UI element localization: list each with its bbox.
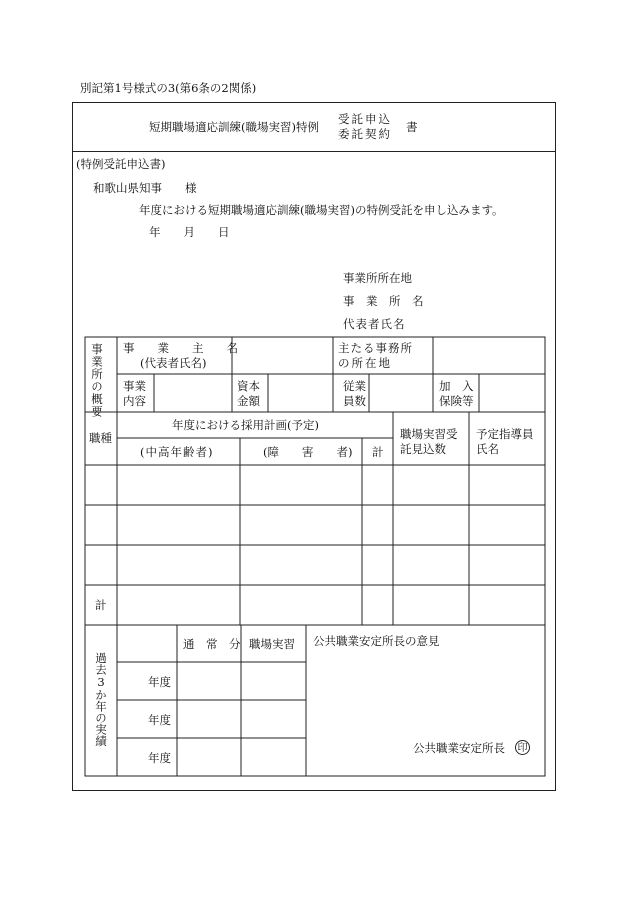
accept-count-column-bottom: 託見込数 (400, 442, 446, 456)
main-office-sublabel: の所在地 (338, 356, 392, 370)
date-line: 年 月 日 (149, 225, 230, 239)
plan-total-column: 計 (372, 445, 384, 459)
seal-mark: 印 (515, 740, 530, 755)
business-label-top: 事業 (123, 379, 146, 393)
employees-label-top: 従業 (343, 379, 366, 393)
employees-label-bottom: 員数 (343, 394, 366, 408)
history-year-2: 年度 (148, 713, 171, 727)
disabled-column: (障 害 者) (263, 445, 353, 459)
address-label: 事業所所在地 (343, 271, 412, 285)
insurance-label-bottom: 保険等 (439, 394, 474, 408)
history-year-1: 年度 (148, 675, 171, 689)
owner-name-label: 事 業 主 名 (123, 341, 238, 355)
addressee: 和歌山県知事 様 (93, 181, 197, 195)
capital-label-bottom: 金額 (237, 394, 260, 408)
practice-column: 職場実習 (249, 637, 295, 651)
normal-column: 通 常 分 (183, 637, 241, 651)
director-label: 公共職業安定所長 (413, 741, 505, 755)
director-opinion-label: 公共職業安定所長の意見 (313, 634, 440, 648)
instructor-column-bottom: 氏名 (476, 442, 499, 456)
representative-label: 代表者氏名 (343, 317, 406, 331)
business-label-bottom: 内容 (123, 394, 146, 408)
owner-name-sublabel: (代表者氏名) (140, 356, 207, 370)
main-office-label: 主たる事務所 (338, 341, 413, 355)
office-name-label: 事 業 所 名 (343, 294, 424, 308)
plan-total-row-label: 計 (95, 598, 107, 612)
title-option-application: 受託申込 (338, 112, 392, 126)
form-reference: 別記第1号様式の3(第6条の2関係) (80, 81, 257, 95)
statement: 年度における短期職場適応訓練(職場実習)の特例受託を申し込みます。 (139, 203, 504, 217)
history-section-label: 過去3か年の実績 (94, 652, 108, 747)
accept-count-column-top: 職場実習受 (400, 427, 458, 441)
overview-section-label: 事業所の概要 (90, 343, 104, 418)
title-option-contract: 委託契約 (338, 127, 392, 141)
middle-aged-column: (中高年齢者) (140, 445, 214, 459)
job-type-label: 職種 (89, 431, 112, 445)
history-year-3: 年度 (148, 751, 171, 765)
insurance-label-top: 加 入 (439, 379, 474, 393)
form-subtitle: (特例受託申込書) (76, 157, 166, 171)
capital-label-top: 資本 (237, 379, 260, 393)
hiring-plan-header: 年度における採用計画(予定) (172, 418, 319, 432)
form-title: 短期職場適応訓練(職場実習)特例 (149, 120, 319, 134)
title-suffix: 書 (406, 120, 418, 134)
instructor-column-top: 予定指導員 (476, 427, 534, 441)
